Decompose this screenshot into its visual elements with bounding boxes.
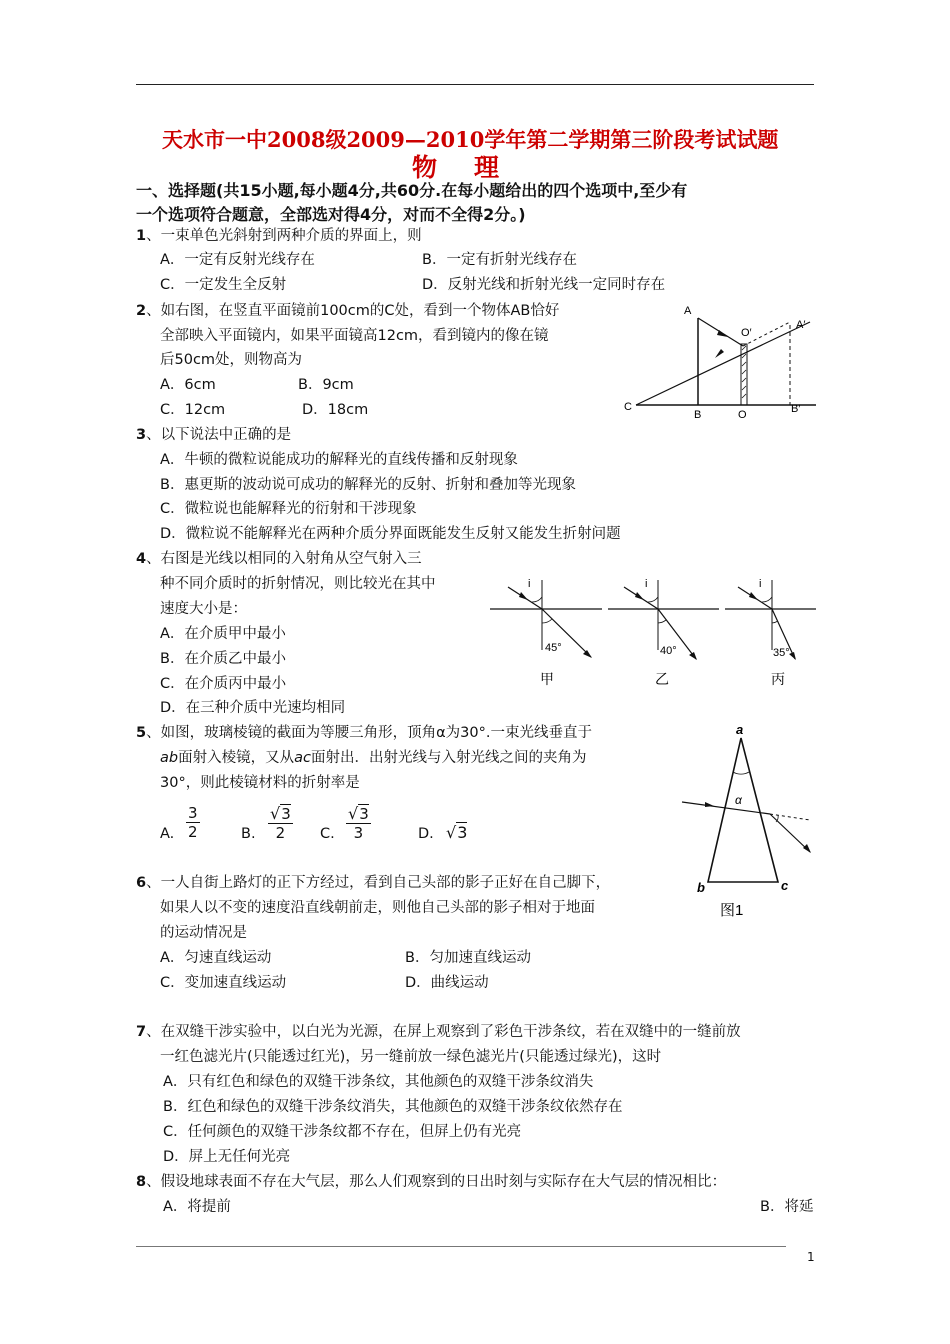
q5-option-c-value: $\frac{√3}{3}$ <box>348 804 369 842</box>
label-O-prime: O′ <box>741 327 752 339</box>
vertex-b-label: b <box>697 880 705 895</box>
question-8: 8、假设地球表面不存在大气层，那么人们观察到的日出时刻与实际存在大气层的情况相比： <box>136 1174 727 1190</box>
q6-stem-line2: 如果人以不变的速度沿直线朝前走，则他自己头部的影子相对于地面 <box>160 900 595 916</box>
label-A: A <box>684 305 692 317</box>
vertex-c-label: c <box>781 878 789 893</box>
q6-option-c: C．变加速直线运动 <box>160 975 287 991</box>
q8-option-b: B．将延 <box>760 1199 814 1215</box>
label-A-prime: A′ <box>796 319 806 331</box>
refraction-angle-2: 40° <box>660 645 677 657</box>
q2-option-c: C．12cm <box>160 402 226 418</box>
q3-option-c: C．微粒说也能解释光的衍射和干涉现象 <box>160 501 417 517</box>
q7-option-d: D．屏上无任何光亮 <box>163 1149 291 1165</box>
q3-option-a: A．牛顿的微粒说能成功的解释光的直线传播和反射现象 <box>160 452 518 468</box>
q7-option-a: A．只有红色和绿色的双缝干涉条纹，其他颜色的双缝干涉条纹消失 <box>163 1074 594 1090</box>
q1-option-b: B．一定有折射光线存在 <box>422 252 577 268</box>
incident-angle-label-1: i <box>528 578 531 590</box>
alpha-label: α <box>735 793 742 807</box>
q7-option-b: B．红色和绿色的双缝干涉条纹消失，其他颜色的双缝干涉条纹依然存在 <box>163 1099 623 1115</box>
q1-option-c: C．一定发生全反射 <box>160 277 287 293</box>
question-3: 3、以下说法中正确的是 <box>136 427 292 443</box>
q7-stem-line2: 一红色滤光片(只能透过红光)，另一缝前放一绿色滤光片(只能透过绿光)，这时 <box>160 1049 662 1065</box>
q4-stem-line3: 速度大小是： <box>160 601 247 617</box>
q4-option-d: D．在三种介质中光速均相同 <box>160 700 346 716</box>
label-C: C <box>624 401 632 413</box>
medium-label-3: 丙 <box>771 671 785 687</box>
q5-option-b-value: $\frac{√3}{2}$ <box>270 804 291 842</box>
q5-stem-line3: 30°，则此棱镜材料的折射率是 <box>160 775 360 791</box>
refraction-angle-3: 35° <box>773 647 790 659</box>
medium-label-1: 甲 <box>540 671 554 687</box>
q1-option-d: D．反射光线和折射光线一定同时存在 <box>422 277 666 293</box>
incident-angle-label-2: i <box>645 578 648 590</box>
refraction-diagram <box>488 570 818 692</box>
question-1: 1、一束单色光斜射到两种介质的界面上，则 <box>136 228 422 244</box>
q6-option-a: A．匀速直线运动 <box>160 950 272 966</box>
q5-option-d-label: D. <box>418 826 434 842</box>
q2-stem-line3: 后50cm处，则物高为 <box>160 352 303 368</box>
q2-option-b: B．9cm <box>298 377 354 393</box>
label-B: B <box>694 409 702 421</box>
page-number: 1 <box>807 1250 815 1264</box>
q5-option-b-label: B. <box>241 826 256 842</box>
exam-title: 天水市一中2008级2009—2010学年第二学期第三阶段考试试题 <box>162 127 779 152</box>
section-heading-line2: 一个选项符合题意，全部选对得4分，对而不全得2分。) <box>136 205 526 224</box>
question-7: 7、在双缝干涉实验中，以白光为光源，在屏上观察到了彩色干涉条纹，若在双缝中的一缝前放 <box>136 1024 741 1040</box>
label-O: O <box>738 409 747 421</box>
vertex-a-label: a <box>736 722 744 737</box>
incident-angle-label-3: i <box>759 578 762 590</box>
q2-stem-line2: 全部映入平面镜内，如果平面镜高12cm，看到镜内的像在镜 <box>160 328 549 344</box>
mirror-diagram <box>620 300 820 424</box>
figure-caption: 图1 <box>720 902 744 919</box>
q4-option-b: B．在介质乙中最小 <box>160 651 286 667</box>
header-rule <box>136 84 814 85</box>
question-5: 5、如图，玻璃棱镜的截面为等腰三角形，顶角α为30°.一束光线垂直于 <box>136 725 592 741</box>
q1-option-a: A．一定有反射光线存在 <box>160 252 315 268</box>
q4-option-a: A．在介质甲中最小 <box>160 626 286 642</box>
question-6: 6、一人自街上路灯的正下方经过，看到自己头部的影子正好在自己脚下， <box>136 875 611 891</box>
q3-option-d: D．微粒说不能解释光在两种介质分界面既能发生反射又能发生折射问题 <box>160 526 621 542</box>
question-2: 2、如右图，在竖直平面镜前100cm的C处，看到一个物体AB恰好 <box>136 303 560 319</box>
question-4: 4、右图是光线以相同的入射角从空气射入三 <box>136 551 422 567</box>
q8-option-a: A．将提前 <box>163 1199 231 1215</box>
q5-option-a-label: A. <box>160 826 175 842</box>
subject-title: 物 理 <box>412 153 506 182</box>
q6-stem-line3: 的运动情况是 <box>160 925 247 941</box>
q3-option-b: B．惠更斯的波动说可成功的解释光的反射、折射和叠加等光现象 <box>160 477 576 493</box>
q5-option-a-value: $\frac{3}{2}$ <box>188 804 198 841</box>
q4-option-c: C．在介质丙中最小 <box>160 676 287 692</box>
footer-rule <box>136 1246 786 1247</box>
medium-label-2: 乙 <box>655 671 669 687</box>
q5-stem-line2: ab面射入棱镜，又从ac面射出．出射光线与入射光线之间的夹角为 <box>160 750 587 766</box>
q2-option-a: A．6cm <box>160 377 216 393</box>
q7-option-c: C．任何颜色的双缝干涉条纹都不存在，但屏上仍有光亮 <box>163 1124 522 1140</box>
q6-option-b: B．匀加速直线运动 <box>405 950 531 966</box>
section-heading-line1: 一、选择题(共15小题,每小题4分,共60分.在每小题给出的四个选项中,至少有 <box>136 181 688 200</box>
q5-option-d-value: √3 <box>446 823 468 842</box>
prism-diagram <box>680 722 820 922</box>
q6-option-d: D．曲线运动 <box>405 975 489 991</box>
refraction-angle-1: 45° <box>545 642 562 654</box>
label-B-prime: B′ <box>791 403 801 415</box>
q2-option-d: D．18cm <box>302 402 369 418</box>
q4-stem-line2: 种不同介质时的折射情况，则比较光在其中 <box>160 576 436 592</box>
q5-option-c-label: C. <box>320 826 335 842</box>
